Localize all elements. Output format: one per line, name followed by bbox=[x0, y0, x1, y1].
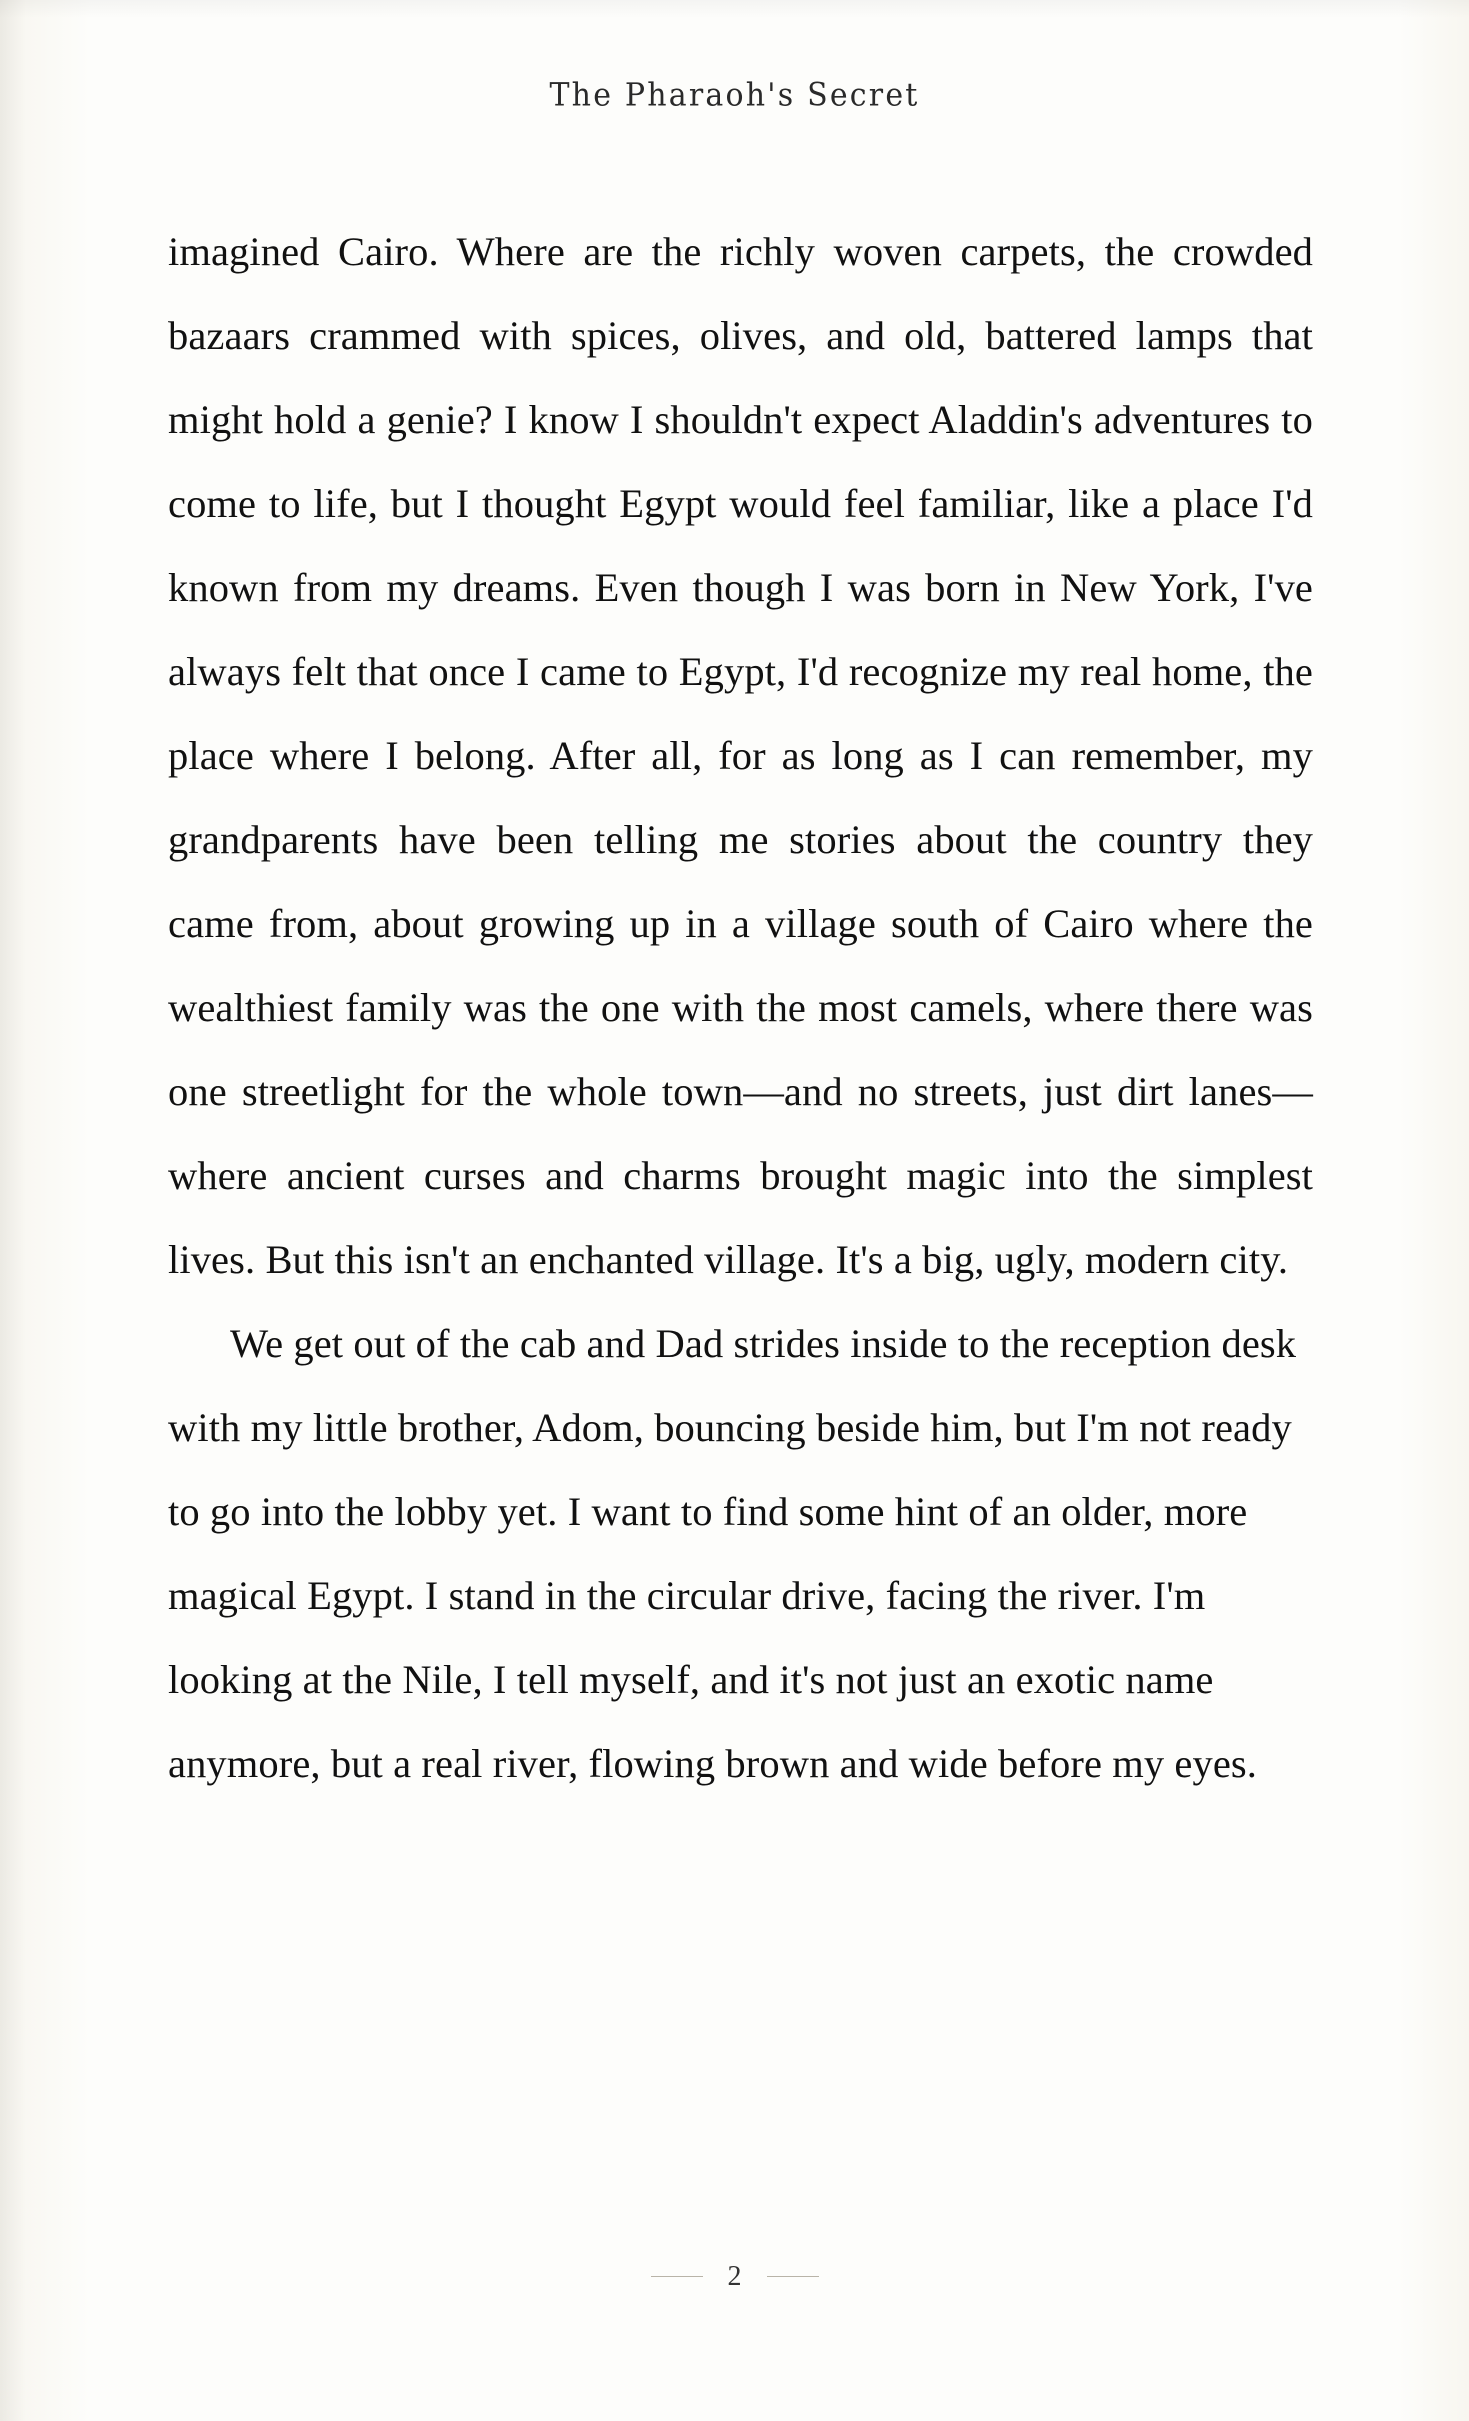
folio-rule-right bbox=[767, 2276, 819, 2277]
body-paragraph: We get out of the cab and Dad strides inside to the reception desk with my little brother, Adom, bouncing beside him, but I'm not ready to go into the lobby yet. I want to find some hint of an older, more magical Egypt. I stand in the circular drive, facing the river. I'm looking at the Nile, I tell myself, and it's not just an exotic name anymore, but a real river, flowing brown and wide before my eyes. bbox=[168, 1321, 1297, 1786]
page-text-block bbox=[168, 210, 1313, 1806]
running-head-title: The Pharaoh's Secret bbox=[549, 76, 920, 115]
body-paragraph: imagined Cairo. Where are the richly woven carpets, the crowded bazaars crammed with spices, olives, and old, battered lamps that might hold a genie? I know I shouldn't expect Aladdin's adventures to come to life, but I thought Egypt would feel familiar, like a place I'd known from my dreams. Even though I was born in New York, I've always felt that once I came to Egypt, I'd recognize my real home, the place where I belong. After all, for as long as I can remember, my grandparents have been telling me stories about the country they came from, about growing up in a village south of Cairo where the wealthiest family was the one with the most camels, where there was one streetlight for the whole town—and no streets, just dirt lanes—where ancient curses and charms brought magic into the simplest lives. But this isn't an enchanted village. It's a big, ugly, modern city. bbox=[168, 229, 1313, 1282]
page-number: 2 bbox=[727, 2261, 742, 2292]
folio-rule-left bbox=[651, 2276, 703, 2277]
page-edge-shading-top bbox=[0, 0, 1469, 18]
page-folio bbox=[0, 2261, 1469, 2293]
page-edge-shading-left bbox=[0, 0, 26, 2421]
